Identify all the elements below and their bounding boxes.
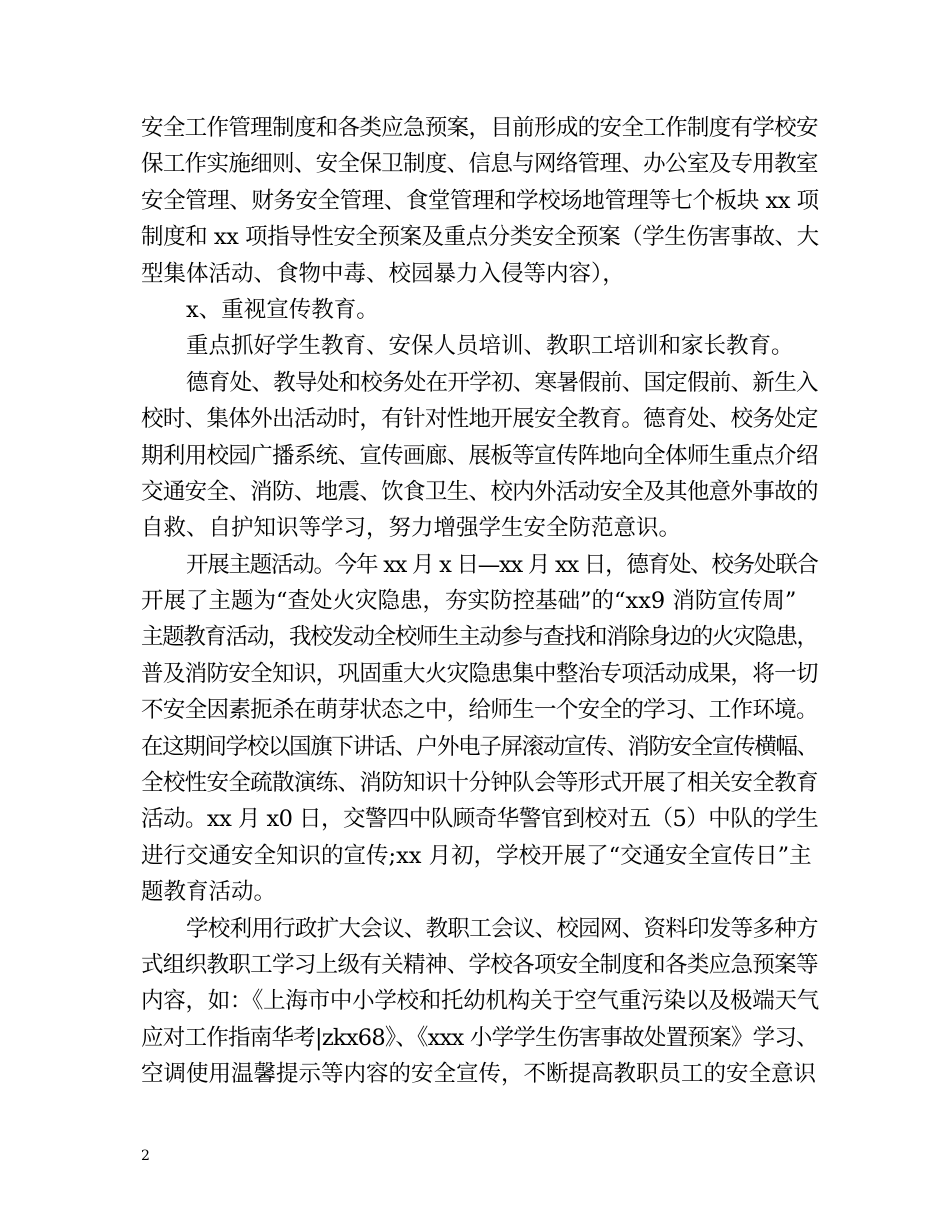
- text-line: 主题教育活动，我校发动全校师生主动参与查找和消除身边的火灾隐患，: [141, 624, 818, 651]
- text-line: 在这期间学校以国旗下讲话、户外电子屏滚动宣传、消防安全宣传横幅、: [141, 733, 818, 760]
- text-line: x、重视宣传教育。: [186, 296, 379, 323]
- text-line: 开展了主题为“查处火灾隐患，夯实防控基础”的“xx9 消防宣传周”: [141, 588, 797, 615]
- text-line: 普及消防安全知识，巩固重大火灾隐患集中整治专项活动成果，将一切: [141, 660, 818, 687]
- text-line: 自救、自护知识等学习，努力增强学生安全防范意识。: [141, 515, 682, 542]
- text-line: 应对工作指南华考|zkx68》、《xxx 小学学生伤害事故处置预案》学习、: [141, 1024, 818, 1051]
- text-line: 校时、集体外出活动时，有针对性地开展安全教育。德育处、校务处定: [141, 406, 818, 433]
- text-line: 不安全因素扼杀在萌芽状态之中，给师生一个安全的学习、工作环境。: [141, 697, 818, 724]
- text-line: 保工作实施细则、安全保卫制度、信息与网络管理、办公室及专用教室: [141, 151, 818, 178]
- text-line: 活动。xx 月 x0 日，交警四中队顾奇华警官到校对五（5）中队的学生: [141, 806, 819, 833]
- text-line: 安全管理、财务安全管理、食堂管理和学校场地管理等七个板块 xx 项: [141, 187, 819, 214]
- text-line: 开展主题活动。今年 xx 月 x 日—xx 月 xx 日，德育处、校务处联合: [186, 551, 818, 578]
- document-body: [141, 110, 819, 1093]
- text-line: 德育处、教导处和校务处在开学初、寒暑假前、国定假前、新生入: [186, 369, 818, 396]
- text-line: 学校利用行政扩大会议、教职工会议、校园网、资料印发等多种方: [186, 915, 818, 942]
- text-line: 进行交通安全知识的宣传;xx 月初，学校开展了“交通安全宣传日”主: [141, 842, 812, 869]
- text-line: 制度和 xx 项指导性安全预案及重点分类安全预案（学生伤害事故、大: [141, 224, 819, 251]
- text-line: 期利用校园广播系统、宣传画廊、展板等宣传阵地向全体师生重点介绍: [141, 442, 818, 469]
- text-line: 型集体活动、食物中毒、校园暴力入侵等内容），: [141, 260, 625, 287]
- text-line: 重点抓好学生教育、安保人员培训、教职工培训和家长教育。: [186, 333, 794, 360]
- text-line: 空调使用温馨提示等内容的安全宣传，不断提高教职员工的安全意识: [141, 1061, 817, 1088]
- text-line: 交通安全、消防、地震、饮食卫生、校内外活动安全及其他意外事故的: [141, 478, 818, 505]
- text-line: 题教育活动。: [141, 879, 277, 906]
- text-line: 安全工作管理制度和各类应急预案，目前形成的安全工作制度有学校安: [141, 115, 818, 141]
- text-line: 式组织教职工学习上级有关精神、学校各项安全制度和各类应急预案等: [141, 951, 818, 978]
- text-line: 全校性安全疏散演练、消防知识十分钟队会等形式开展了相关安全教育: [141, 770, 818, 797]
- text-line: 内容，如：《上海市中小学校和托幼机构关于空气重污染以及极端天气: [141, 988, 819, 1015]
- page-number: 2: [141, 1148, 150, 1164]
